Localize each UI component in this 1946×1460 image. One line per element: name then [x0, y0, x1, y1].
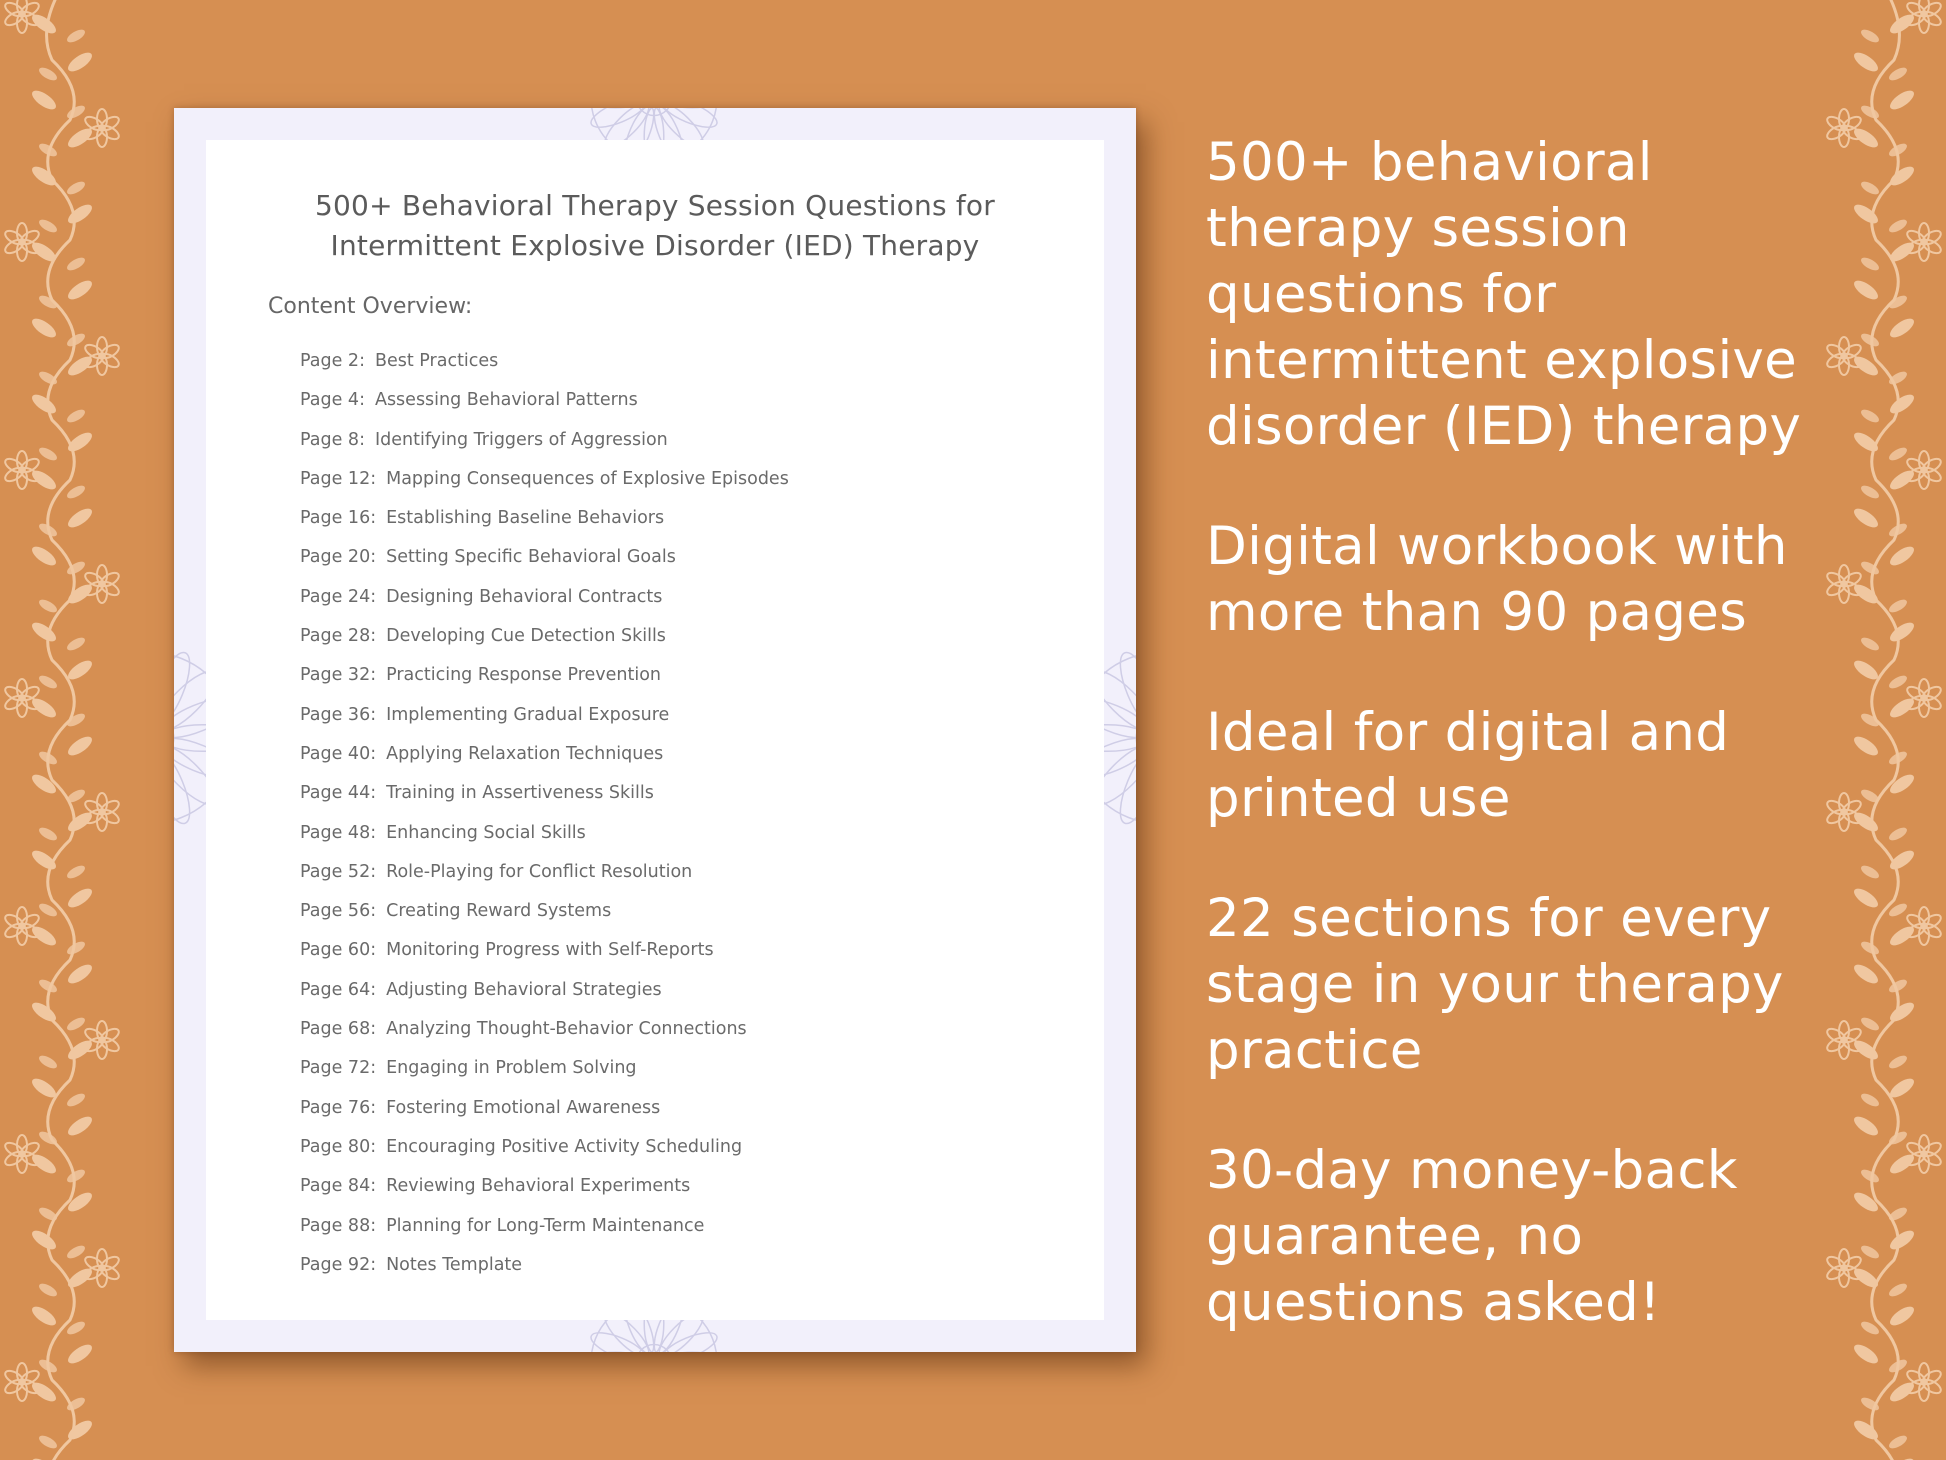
feature-text-line: guarantee, no [1206, 1206, 1584, 1267]
feature-text-line: questions asked! [1206, 1272, 1661, 1333]
toc-page-number: Page 2: [300, 351, 365, 371]
toc-section-label: Training in Assertiveness Skills [386, 783, 654, 804]
toc-page-number: Page 20: [300, 547, 377, 568]
toc-section-label: Fostering Emotional Awareness [386, 1097, 661, 1118]
toc-section-label: Developing Cue Detection Skills [386, 626, 666, 647]
toc-item [300, 499, 789, 538]
toc-item [300, 774, 789, 813]
toc-item [300, 617, 789, 656]
feature-text-line: stage in your therapy [1206, 954, 1784, 1015]
feature-text-line: Ideal for digital and [1206, 702, 1730, 763]
toc-item [300, 931, 789, 970]
feature-text-line: questions for [1206, 264, 1557, 325]
toc-page-number: Page 28: [300, 626, 377, 647]
toc-page-number: Page 8: [300, 429, 365, 450]
feature-text [1206, 130, 1906, 460]
feature-text-line: 22 sections for every [1206, 888, 1772, 949]
toc-page-number: Page 84: [300, 1176, 377, 1197]
toc-page-number: Page 60: [300, 940, 377, 961]
toc-page-number: Page 36: [300, 704, 377, 725]
toc-item [300, 1246, 789, 1285]
feature-text [1206, 886, 1906, 1084]
toc-page-number: Page 56: [300, 901, 377, 922]
toc-page-number: Page 76: [300, 1097, 377, 1118]
toc-item [300, 735, 789, 774]
toc-item [300, 853, 789, 892]
toc-section-label: Assessing Behavioral Patterns [374, 390, 638, 411]
feature-text-line: disorder (IED) therapy [1206, 396, 1802, 457]
feature-text-line: Digital workbook with [1206, 516, 1788, 577]
floral-vine-left-icon [0, 0, 130, 1460]
toc-page-number: Page 24: [300, 586, 377, 607]
feature-text [1206, 1138, 1906, 1336]
toc-section-label: Setting Specific Behavioral Goals [386, 547, 676, 568]
feature-text-line: intermittent explosive [1206, 330, 1798, 391]
document-title-line-1: 500+ Behavioral Therapy Session Questions for [315, 189, 995, 222]
toc-page-number: Page 68: [300, 1019, 377, 1040]
feature-text [1206, 514, 1906, 646]
toc-item [300, 892, 789, 931]
toc-item [300, 814, 789, 853]
toc-item [300, 696, 789, 735]
mandala-left-icon [174, 628, 206, 848]
toc-item [300, 421, 789, 460]
feature-list [1206, 130, 1906, 1336]
toc-page-number: Page 52: [300, 861, 377, 882]
toc-item [300, 538, 789, 577]
toc-page-number: Page 4: [300, 390, 365, 411]
toc-section-label: Identifying Triggers of Aggression [374, 429, 668, 450]
feature-text-line: 30-day money-back [1206, 1140, 1738, 1201]
document-preview [174, 108, 1136, 1352]
toc-item [300, 381, 789, 420]
toc-section-label: Best Practices [374, 351, 499, 371]
feature-text-line: printed use [1206, 768, 1511, 829]
toc-page-number: Page 48: [300, 822, 377, 843]
toc-item [300, 971, 789, 1010]
toc-section-label: Encouraging Positive Activity Scheduling [386, 1136, 743, 1157]
toc-section-label: Practicing Response Prevention [386, 665, 662, 686]
toc-page-number: Page 80: [300, 1136, 377, 1157]
toc-item [300, 1010, 789, 1049]
toc-section-label: Mapping Consequences of Explosive Episodes [386, 468, 789, 489]
toc-item [300, 1049, 789, 1088]
toc-section-label: Adjusting Behavioral Strategies [386, 979, 662, 1000]
toc-item [300, 1207, 789, 1246]
toc-section-label: Reviewing Behavioral Experiments [386, 1176, 691, 1197]
toc-page-number: Page 40: [300, 743, 377, 764]
toc-section-label: Monitoring Progress with Self-Reports [386, 940, 714, 961]
toc-section-label: Planning for Long-Term Maintenance [386, 1215, 705, 1236]
table-of-contents [300, 342, 789, 1285]
content-overview-heading: Content Overview: [268, 294, 473, 319]
toc-page-number: Page 88: [300, 1215, 377, 1236]
feature-text [1206, 700, 1906, 832]
toc-item [300, 1167, 789, 1206]
toc-page-number: Page 72: [300, 1058, 377, 1079]
feature-text-line: practice [1206, 1020, 1423, 1081]
feature-text-line: therapy session [1206, 198, 1630, 259]
toc-item [300, 656, 789, 695]
toc-section-label: Notes Template [386, 1254, 523, 1275]
toc-section-label: Designing Behavioral Contracts [386, 586, 663, 607]
toc-section-label: Analyzing Thought-Behavior Connections [386, 1019, 747, 1040]
toc-section-label: Engaging in Problem Solving [386, 1058, 637, 1079]
toc-section-label: Establishing Baseline Behaviors [386, 508, 665, 529]
toc-item [300, 1128, 789, 1167]
toc-section-label: Applying Relaxation Techniques [386, 743, 664, 764]
toc-item [300, 460, 789, 499]
feature-text-line: 500+ behavioral [1206, 132, 1653, 193]
toc-page-number: Page 12: [300, 468, 377, 489]
toc-page-number: Page 16: [300, 508, 377, 529]
toc-section-label: Implementing Gradual Exposure [386, 704, 670, 725]
toc-item [300, 342, 789, 381]
toc-page-number: Page 64: [300, 979, 377, 1000]
toc-page-number: Page 44: [300, 783, 377, 804]
toc-page-number: Page 32: [300, 665, 377, 686]
toc-section-label: Role-Playing for Conflict Resolution [386, 861, 693, 882]
document-title [206, 186, 1104, 266]
toc-item [300, 1089, 789, 1128]
toc-section-label: Creating Reward Systems [386, 901, 612, 922]
document-page [206, 140, 1104, 1320]
toc-section-label: Enhancing Social Skills [386, 822, 586, 843]
feature-text-line: more than 90 pages [1206, 582, 1748, 643]
document-title-line-2: Intermittent Explosive Disorder (IED) Therapy [330, 229, 980, 262]
toc-item [300, 578, 789, 617]
mandala-right-icon [1104, 628, 1136, 848]
toc-page-number: Page 92: [300, 1254, 377, 1275]
